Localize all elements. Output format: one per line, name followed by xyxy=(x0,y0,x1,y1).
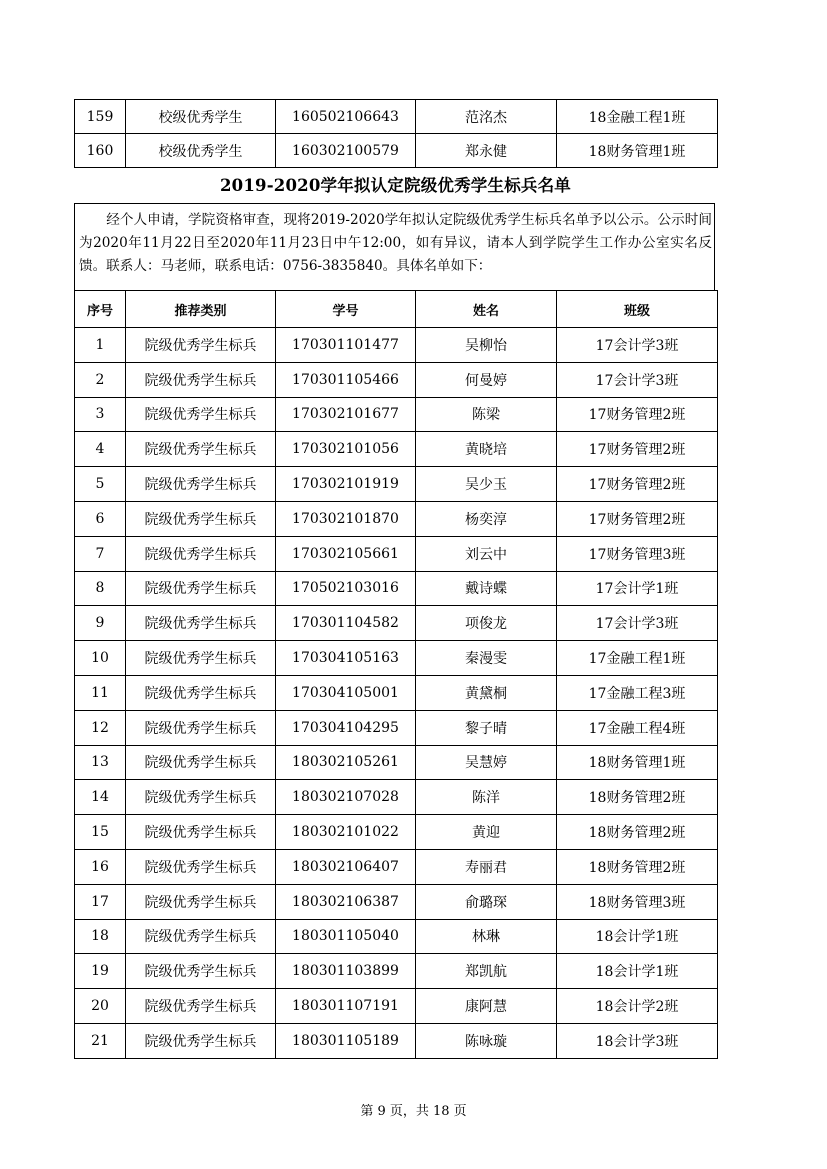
cell-class: 18会计学1班 xyxy=(557,954,718,989)
cell-category: 院级优秀学生标兵 xyxy=(126,641,276,676)
cell-student-id: 180301103899 xyxy=(276,954,416,989)
table-row xyxy=(75,134,718,168)
cell-category: 院级优秀学生标兵 xyxy=(126,432,276,467)
cell-name: 刘云中 xyxy=(416,536,557,571)
cell-name: 吴柳怡 xyxy=(416,328,557,363)
table-row xyxy=(75,328,718,363)
cell-index: 12 xyxy=(75,710,126,745)
cell-name: 范洺杰 xyxy=(416,100,557,134)
cell-student-id: 160502106643 xyxy=(276,100,416,134)
header-class: 班级 xyxy=(557,291,718,328)
table-row xyxy=(75,745,718,780)
cell-category: 院级优秀学生标兵 xyxy=(126,1023,276,1058)
cell-student-id: 180301105189 xyxy=(276,1023,416,1058)
cell-name: 戴诗蝶 xyxy=(416,571,557,606)
cell-student-id: 170304105001 xyxy=(276,675,416,710)
cell-student-id: 180302105261 xyxy=(276,745,416,780)
cell-student-id: 170302105661 xyxy=(276,536,416,571)
table-row xyxy=(75,536,718,571)
table-row xyxy=(75,641,718,676)
header-index: 序号 xyxy=(75,291,126,328)
cell-category: 院级优秀学生标兵 xyxy=(126,919,276,954)
cell-class: 17会计学3班 xyxy=(557,362,718,397)
cell-class: 18会计学3班 xyxy=(557,1023,718,1058)
cell-category: 院级优秀学生标兵 xyxy=(126,745,276,780)
honor-list-table-body xyxy=(75,328,718,1059)
cell-class: 17财务管理3班 xyxy=(557,536,718,571)
cell-name: 吴慧婷 xyxy=(416,745,557,780)
cell-category: 院级优秀学生标兵 xyxy=(126,675,276,710)
cell-class: 18财务管理1班 xyxy=(557,745,718,780)
cell-student-id: 170502103016 xyxy=(276,571,416,606)
table-row xyxy=(75,432,718,467)
cell-category: 院级优秀学生标兵 xyxy=(126,362,276,397)
cell-student-id: 180302101022 xyxy=(276,815,416,850)
header-student-id: 学号 xyxy=(276,291,416,328)
cell-index: 18 xyxy=(75,919,126,954)
cell-category: 院级优秀学生标兵 xyxy=(126,815,276,850)
cell-student-id: 170304105163 xyxy=(276,641,416,676)
header-category: 推荐类别 xyxy=(126,291,276,328)
page-footer: 第 9 页，共 18 页 xyxy=(360,1104,467,1119)
cell-category: 院级优秀学生标兵 xyxy=(126,397,276,432)
cell-index: 5 xyxy=(75,467,126,502)
cell-student-id: 170302101056 xyxy=(276,432,416,467)
cell-class: 18金融工程1班 xyxy=(557,100,718,134)
cell-name: 康阿慧 xyxy=(416,989,557,1024)
cell-index: 15 xyxy=(75,815,126,850)
cell-index: 4 xyxy=(75,432,126,467)
cell-index: 13 xyxy=(75,745,126,780)
cell-category: 院级优秀学生标兵 xyxy=(126,849,276,884)
cell-student-id: 170302101919 xyxy=(276,467,416,502)
cell-category: 校级优秀学生 xyxy=(126,134,276,168)
cell-name: 林琳 xyxy=(416,919,557,954)
table-row xyxy=(75,1023,718,1058)
cell-name: 吴少玉 xyxy=(416,467,557,502)
cell-index: 17 xyxy=(75,884,126,919)
cell-class: 18财务管理2班 xyxy=(557,780,718,815)
table-row xyxy=(75,815,718,850)
table-row xyxy=(75,919,718,954)
table-row xyxy=(75,397,718,432)
cell-student-id: 170301101477 xyxy=(276,328,416,363)
cell-name: 郑凯航 xyxy=(416,954,557,989)
cell-index: 8 xyxy=(75,571,126,606)
cell-category: 院级优秀学生标兵 xyxy=(126,536,276,571)
cell-student-id: 170301104582 xyxy=(276,606,416,641)
cell-student-id: 180302106387 xyxy=(276,884,416,919)
cell-name: 项俊龙 xyxy=(416,606,557,641)
cell-index: 10 xyxy=(75,641,126,676)
cell-category: 院级优秀学生标兵 xyxy=(126,328,276,363)
cell-index: 3 xyxy=(75,397,126,432)
honor-list-table xyxy=(74,290,718,1059)
cell-category: 院级优秀学生标兵 xyxy=(126,989,276,1024)
cell-name: 郑永健 xyxy=(416,134,557,168)
cell-name: 黄晓培 xyxy=(416,432,557,467)
cell-class: 18财务管理2班 xyxy=(557,815,718,850)
table-row xyxy=(75,675,718,710)
cell-class: 18财务管理1班 xyxy=(557,134,718,168)
notice-text: 经个人申请，学院资格审查，现将2019-2020学年拟认定院级优秀学生标兵名单予以公示。公示时间为2020年11月22日至2020年11月23日中午12:00，如有异议，请本人到学院学生工作办公室实名反馈。联系人：马老师，联系电话：0756-3835840。具体名单如下： xyxy=(79,212,712,274)
cell-class: 17财务管理2班 xyxy=(557,432,718,467)
cell-category: 院级优秀学生标兵 xyxy=(126,780,276,815)
cell-index: 7 xyxy=(75,536,126,571)
cell-category: 校级优秀学生 xyxy=(126,100,276,134)
cell-name: 黄黛桐 xyxy=(416,675,557,710)
cell-class: 17会计学3班 xyxy=(557,606,718,641)
cell-student-id: 180301107191 xyxy=(276,989,416,1024)
cell-index: 21 xyxy=(75,1023,126,1058)
table-row xyxy=(75,606,718,641)
cell-category: 院级优秀学生标兵 xyxy=(126,710,276,745)
cell-name: 秦漫雯 xyxy=(416,641,557,676)
cell-name: 杨奕淳 xyxy=(416,501,557,536)
cell-index: 160 xyxy=(75,134,126,168)
cell-class: 17财务管理2班 xyxy=(557,467,718,502)
cell-category: 院级优秀学生标兵 xyxy=(126,954,276,989)
cell-index: 11 xyxy=(75,675,126,710)
cell-category: 院级优秀学生标兵 xyxy=(126,571,276,606)
cell-name: 陈梁 xyxy=(416,397,557,432)
table-row xyxy=(75,467,718,502)
cell-student-id: 170302101677 xyxy=(276,397,416,432)
cell-index: 9 xyxy=(75,606,126,641)
cell-name: 陈洋 xyxy=(416,780,557,815)
table-header-row xyxy=(75,291,718,328)
cell-class: 17会计学1班 xyxy=(557,571,718,606)
section-title: 2019-2020学年拟认定院级优秀学生标兵名单 xyxy=(220,176,571,195)
cell-class: 17金融工程4班 xyxy=(557,710,718,745)
table-row xyxy=(75,849,718,884)
cell-name: 黄迎 xyxy=(416,815,557,850)
table-row xyxy=(75,954,718,989)
cell-name: 寿丽君 xyxy=(416,849,557,884)
cell-category: 院级优秀学生标兵 xyxy=(126,467,276,502)
cell-class: 17金融工程3班 xyxy=(557,675,718,710)
cell-index: 16 xyxy=(75,849,126,884)
cell-class: 18财务管理2班 xyxy=(557,849,718,884)
table-row xyxy=(75,362,718,397)
cell-name: 陈咏璇 xyxy=(416,1023,557,1058)
cell-index: 20 xyxy=(75,989,126,1024)
cell-class: 17会计学3班 xyxy=(557,328,718,363)
cell-student-id: 180301105040 xyxy=(276,919,416,954)
cell-name: 黎子晴 xyxy=(416,710,557,745)
table-row xyxy=(75,571,718,606)
cell-class: 17财务管理2班 xyxy=(557,397,718,432)
table-row xyxy=(75,989,718,1024)
cell-category: 院级优秀学生标兵 xyxy=(126,606,276,641)
cell-student-id: 160302100579 xyxy=(276,134,416,168)
cell-class: 17金融工程1班 xyxy=(557,641,718,676)
table-row xyxy=(75,501,718,536)
cell-student-id: 170301105466 xyxy=(276,362,416,397)
table-row xyxy=(75,710,718,745)
cell-student-id: 170302101870 xyxy=(276,501,416,536)
cell-student-id: 180302107028 xyxy=(276,780,416,815)
cell-class: 18会计学2班 xyxy=(557,989,718,1024)
header-name: 姓名 xyxy=(416,291,557,328)
notice-box xyxy=(74,203,715,290)
cell-class: 17财务管理2班 xyxy=(557,501,718,536)
cell-name: 俞璐琛 xyxy=(416,884,557,919)
cell-student-id: 180302106407 xyxy=(276,849,416,884)
cell-student-id: 170304104295 xyxy=(276,710,416,745)
cell-class: 18财务管理3班 xyxy=(557,884,718,919)
cell-name: 何曼婷 xyxy=(416,362,557,397)
table-row xyxy=(75,780,718,815)
cell-index: 19 xyxy=(75,954,126,989)
cell-index: 14 xyxy=(75,780,126,815)
table-row xyxy=(75,100,718,134)
cell-index: 1 xyxy=(75,328,126,363)
previous-page-table-body xyxy=(75,100,718,168)
cell-index: 159 xyxy=(75,100,126,134)
cell-index: 2 xyxy=(75,362,126,397)
cell-category: 院级优秀学生标兵 xyxy=(126,501,276,536)
cell-class: 18会计学1班 xyxy=(557,919,718,954)
cell-category: 院级优秀学生标兵 xyxy=(126,884,276,919)
cell-index: 6 xyxy=(75,501,126,536)
table-row xyxy=(75,884,718,919)
previous-page-table xyxy=(74,99,718,168)
